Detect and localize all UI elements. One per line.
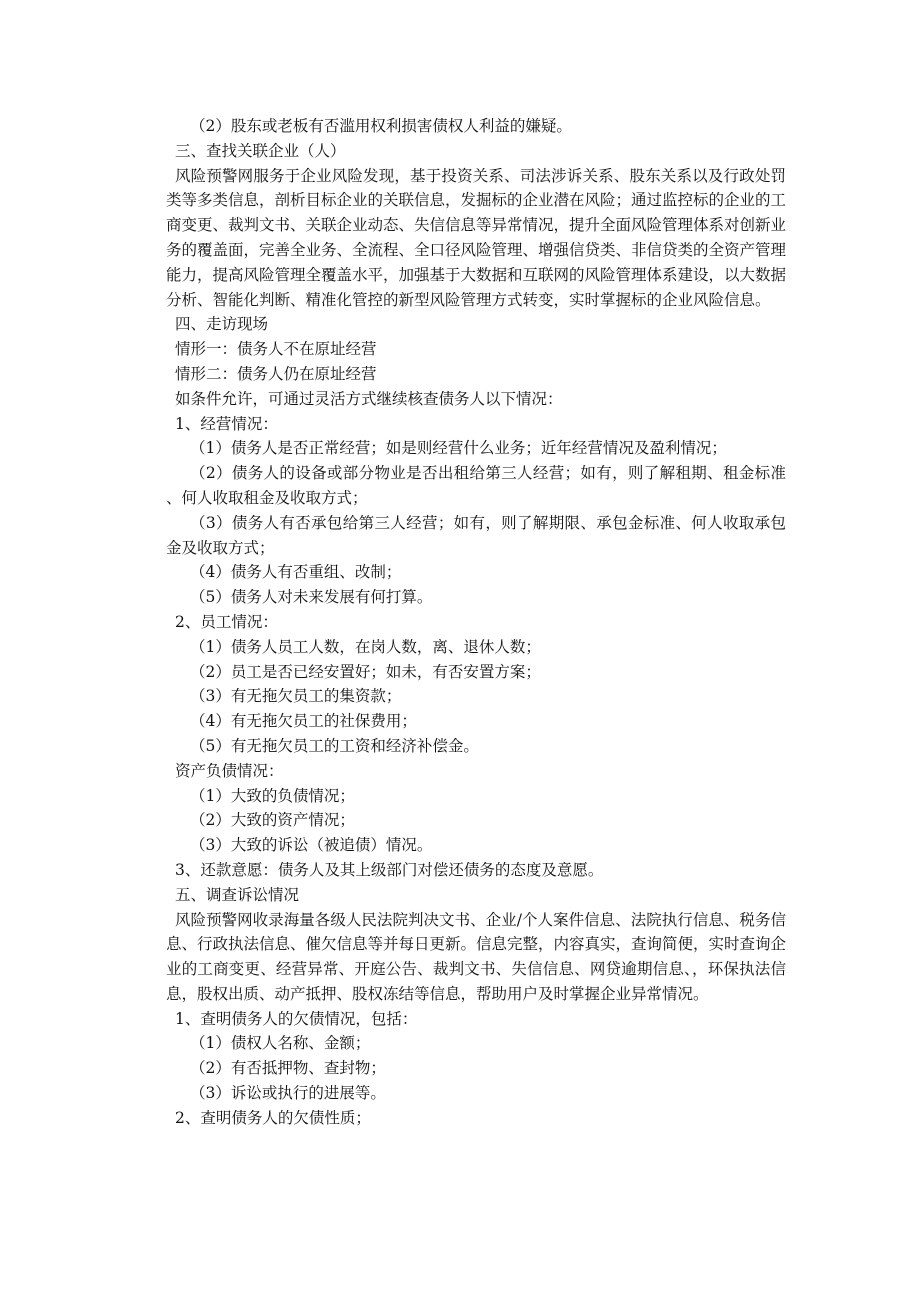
assets-item-3: （3）大致的诉讼（被追债）情况。 (190, 836, 433, 855)
paragraph-risk-warning-related: 风险预警网服务于企业风险发现，基于投资关系、司法涉诉关系、股东关系以及行政处罚类等多类信息，剖析目标企业的关联信息，发掘标的企业潜在风险；通过监控标的企业的工商变更、裁判文书、关联企业动态、失信信息等异常情况，提升全面风险管理体系对创新业务的覆盖面，完善全业务、全流程、全口径风险管理、增强信贷类、非信贷类的全资产管理能力，提高风险管理全覆盖水平，加强基于大数据和互联网的风险管理体系建设，以大数据分析、智能化判断、精准化管控的新型风险管理方式转变，实时掌握标的企业风险信息。 (166, 166, 787, 309)
operations-item-1: （1）债务人是否正常经营；如是则经营什么业务；近年经营情况及盈利情况； (190, 439, 727, 458)
subheading-assets-liabilities: 资产负债情况： (175, 761, 284, 780)
subheading-employees: 2、员工情况： (175, 612, 278, 631)
employees-item-4: （4）有无拖欠员工的社保费用； (190, 712, 417, 731)
employees-item-1: （1）债务人员工人数，在岗人数，离、退休人数； (190, 637, 541, 656)
debt-item-1: （1）债权人名称、金额； (190, 1034, 371, 1053)
subheading-operations: 1、经营情况： (175, 414, 278, 433)
heading-find-related-companies: 三、查找关联企业（人） (175, 141, 346, 160)
employees-item-2: （2）员工是否已经安置好；如未，有否安置方案； (190, 662, 541, 681)
item-shareholder-abuse: （2）股东或老板有否滥用权利损害债权人利益的嫌疑。 (190, 117, 572, 135)
heading-site-visit: 四、走访现场 (175, 315, 269, 334)
subheading-debt-status: 1、查明债务人的欠债情况，包括： (175, 1009, 418, 1028)
assets-item-1: （1）大致的负债情况； (190, 786, 355, 805)
employees-item-5: （5）有无拖欠员工的工资和经济补偿金。 (190, 736, 479, 755)
conditions-intro: 如条件允许，可通过灵活方式继续核查债务人以下情况： (175, 389, 563, 408)
document-body (166, 114, 786, 1131)
subheading-debt-nature: 2、查明债务人的欠债性质； (175, 1108, 371, 1127)
debt-item-2: （2）有否抵押物、查封物； (190, 1059, 386, 1078)
situation-two: 情形二：债务人仍在原址经营 (175, 364, 377, 383)
operations-item-5: （5）债务人对未来发展有何打算。 (190, 588, 433, 607)
operations-item-3: （3）债务人有否承包给第三人经营；如有，则了解期限、承包金标准、何人收取承包金及收取方式； (166, 513, 786, 557)
operations-item-2: （2）债务人的设备或部分物业是否出租给第三人经营；如有，则了解租期、租金标准、何人收取租金及收取方式； (166, 464, 786, 507)
employees-item-3: （3）有无拖欠员工的集资款； (190, 687, 402, 706)
situation-one: 情形一：债务人不在原址经营 (175, 340, 377, 359)
debt-item-3: （3）诉讼或执行的进展等。 (190, 1084, 386, 1103)
operations-item-4: （4）债务人有否重组、改制； (190, 563, 402, 582)
heading-litigation-investigation: 五、调查诉讼情况 (175, 885, 300, 904)
assets-item-2: （2）大致的资产情况； (190, 811, 355, 830)
paragraph-risk-warning-litigation: 风险预警网收录海量各级人民法院判决文书、企业/个人案件信息、法院执行信息、税务信息、行政执法信息、催欠信息等并每日更新。信息完整，内容真实，查询简便，实时查询企业的工商变更、经营异常、开庭公告、裁判文书、失信信息、网贷逾期信息、，环保执法信息，股权出质、动产抵押、股权冻结等信息，帮助用户及时掌握企业异常情况。 (166, 910, 787, 1003)
subheading-repayment-willingness: 3、还款意愿：债务人及其上级部门对偿还债务的态度及意愿。 (175, 860, 604, 879)
